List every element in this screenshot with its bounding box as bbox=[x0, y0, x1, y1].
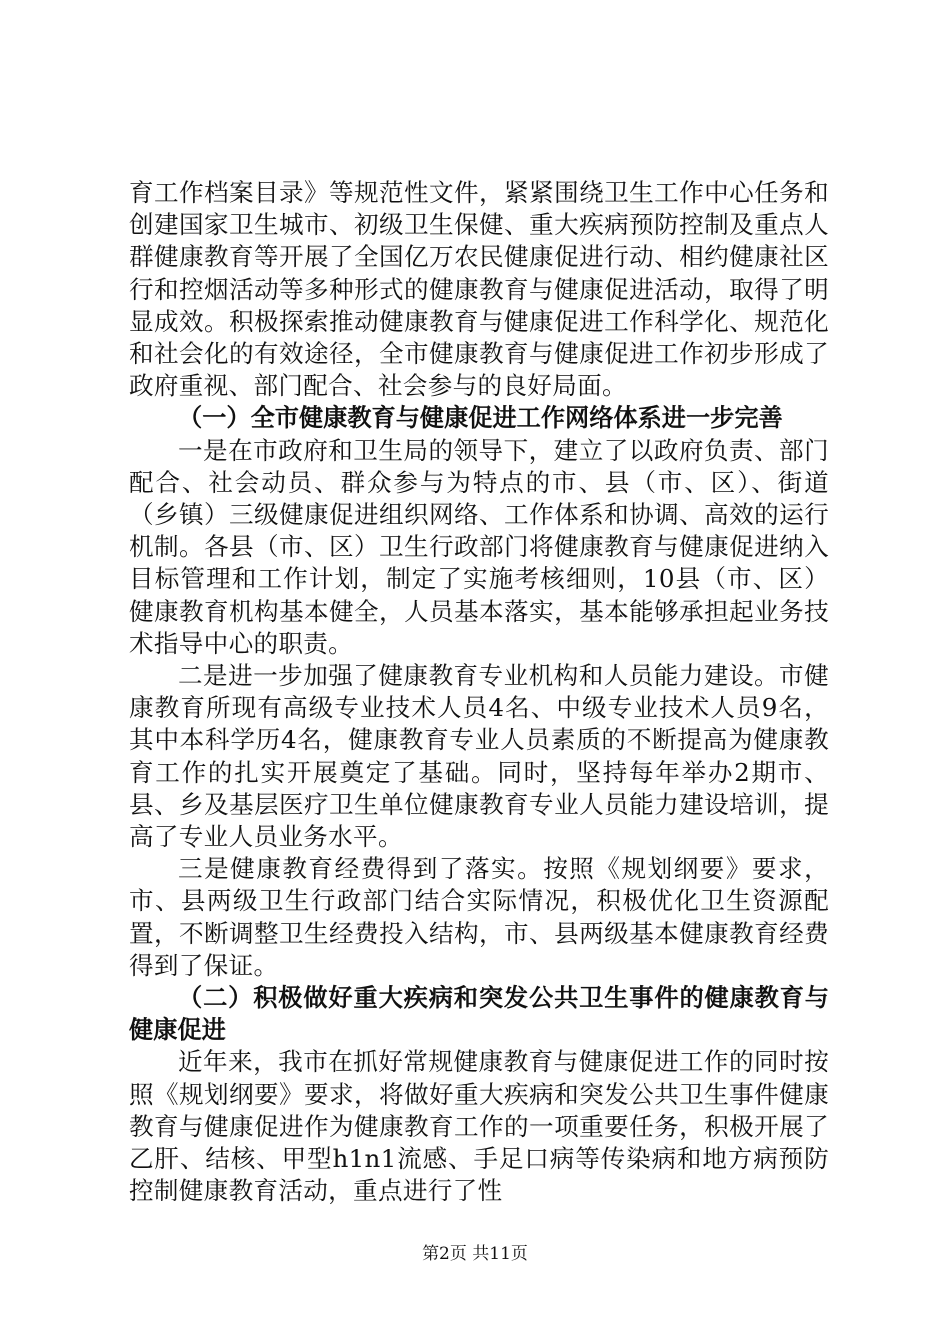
body-paragraph: 二是进一步加强了健康教育专业机构和人员能力建设。市健康教育所现有高级专业技术人员4名、中级专业技术人员9名，其中本科学历4名，健康教育专业人员素质的不断提高为健康教育工作的扎实开展奠定了基础。同时，坚持每年举办2期市、县、乡及基层医疗卫生单位健康教育专业人员能力建设培训，提高了专业人员业务水平。 bbox=[129, 661, 829, 852]
section-heading: （一）全市健康教育与健康促进工作网络体系进一步完善 bbox=[178, 404, 783, 433]
body-paragraph: 一是在市政府和卫生局的领导下，建立了以政府负责、部门配合、社会动员、群众参与为特点的市、县（市、区）、街道（乡镇）三级健康促进组织网络、工作体系和协调、高效的运行机制。各县（市、区）卫生行政部门将健康教育与健康促进纳入目标管理和工作计划，制定了实施考核细则，10县（市、区）健康教育机构基本健全，人员基本落实，基本能够承担起业务技术指导中心的职责。 bbox=[129, 435, 829, 658]
page-number-footer: 第2页 共11页 bbox=[422, 1244, 528, 1264]
body-paragraph: 三是健康教育经费得到了落实。按照《规划纲要》要求，市、县两级卫生行政部门结合实际情况，积极优化卫生资源配置，不断调整卫生经费投入结构，市、县两级基本健康教育经费得到了保证。 bbox=[129, 854, 829, 980]
body-paragraph: 育工作档案目录》等规范性文件，紧紧围绕卫生工作中心任务和创建国家卫生城市、初级卫生保健、重大疾病预防控制及重点人群健康教育等开展了全国亿万农民健康促进行动、相约健康社区行和控烟活动等多种形式的健康教育与健康促进活动，取得了明显成效。积极探索推动健康教育与健康促进工作科学化、规范化和社会化的有效途径，全市健康教育与健康促进工作初步形成了政府重视、部门配合、社会参与的良好局面。 bbox=[129, 178, 829, 401]
section-heading: （二）积极做好重大疾病和突发公共卫生事件的健康教育与健康促进 bbox=[129, 984, 829, 1045]
body-paragraph: 近年来，我市在抓好常规健康教育与健康促进工作的同时按照《规划纲要》要求，将做好重大疾病和突发公共卫生事件健康教育与健康促进作为健康教育工作的一项重要任务，积极开展了乙肝、结核、甲型h1n1流感、手足口病等传染病和地方病预防控制健康教育活动，重点进行了性 bbox=[129, 1047, 829, 1206]
document-body bbox=[129, 177, 829, 1208]
